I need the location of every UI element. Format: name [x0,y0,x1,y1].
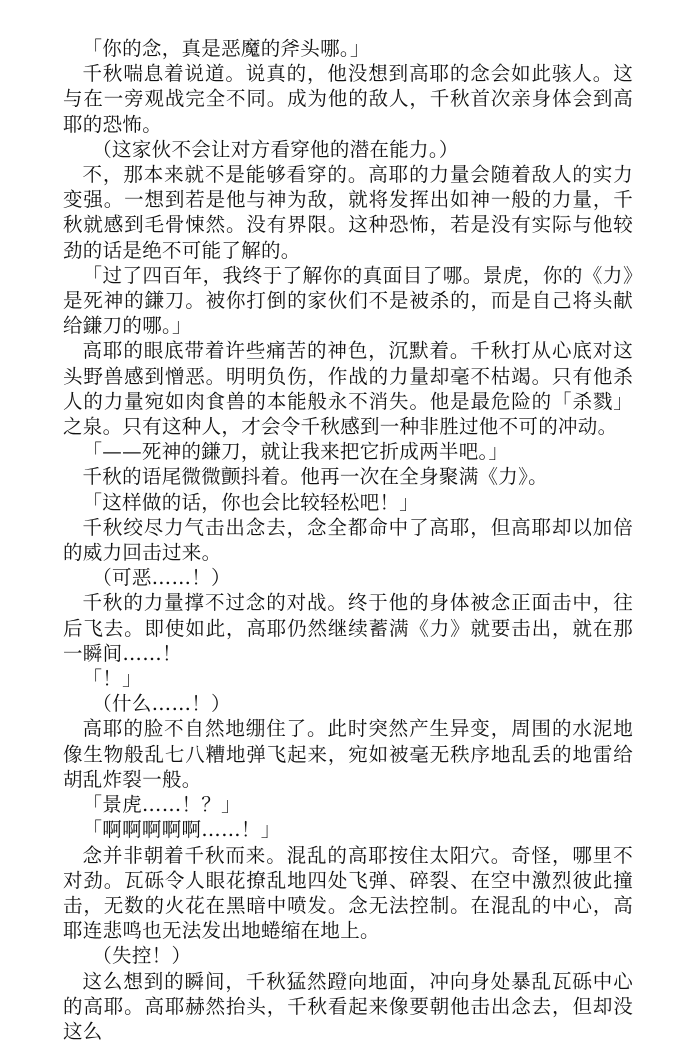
paragraph-narration: 千秋的语尾微微颤抖着。他再一次在全身聚满《力》。 [82,465,548,489]
paragraph-narration: 千秋喘息着说道。说真的，他没想到高耶的念会如此骇人。这与在一旁观战完全不同。成为他的敌人，千秋首次亲身体会到高耶的恐怖。 [63,62,633,136]
paragraph-thought: （失控！） [92,944,192,968]
paragraph-thought: （可恶……！） [92,566,231,590]
paragraph-narration: 不，那本来就不是能够看穿的。高耶的力量会随着敌人的实力变强。一想到若是他与神为敌，就将发挥出如神一般的力量，千秋就感到毛骨悚然。没有界限。这种恐怖，若是没有实际与他较劲的话是绝不可能了解的。 [63,163,633,262]
paragraph-dialogue: 「景虎……！？」 [82,793,241,817]
paragraph-narration: 千秋绞尽力气击出念去，念全都命中了高耶，但高耶却以加倍的威力回击过来。 [63,515,633,565]
paragraph-narration: 高耶的眼底带着许些痛苦的神色，沉默着。千秋打从心底对这头野兽感到憎恶。明明负伤，作战的力量却毫不枯竭。只有他杀人的力量宛如肉食兽的本能般永不消失。他是最危险的「杀戮」之泉。只有这种人，才会令千秋感到一种非胜过他不可的冲动。 [63,339,633,439]
paragraph-dialogue: 「这样做的话，你也会比较轻松吧！」 [82,490,420,514]
paragraph-dialogue: 「你的念，真是恶魔的斧头哪。」 [82,37,370,60]
paragraph-thought: （这家伙不会让对方看穿他的潜在能力。） [92,137,459,161]
paragraph-thought: （什么……！） [92,692,231,716]
text-column [63,36,633,1044]
paragraph-dialogue: 「——死神的鎌刀，就让我来把它折成两半吧。」 [82,440,509,464]
paragraph-narration: 高耶的脸不自然地绷住了。此时突然产生异变，周围的水泥地像生物般乱七八糟地弹飞起来，宛如被毫无秩序地乱丢的地雷给胡乱炸裂一般。 [63,717,633,791]
paragraph-dialogue: 「！」 [82,667,142,691]
paragraph-narration: 千秋的力量撑不过念的对战。终于他的身体被念正面击中，往后飞去。即使如此，高耶仍然继续蓄满《力》就要击出，就在那一瞬间……！ [63,591,633,665]
paragraph-narration: 这么想到的瞬间，千秋猛然蹬向地面，冲向身处暴乱瓦砾中心的高耶。高耶赫然抬头，千秋看起来像要朝他击出念去，但却没这么 [63,969,633,1043]
paragraph-dialogue: 「过了四百年，我终于了解你的真面目了哪。景虎，你的《力》是死神的鎌刀。被你打倒的家伙们不是被杀的，而是自己将头献给鎌刀的哪。」 [63,263,633,338]
paragraph-dialogue: 「啊啊啊啊啊……！」 [82,818,281,842]
paragraph-narration: 念并非朝着千秋而来。混乱的高耶按住太阳穴。奇怪，哪里不对劲。瓦砾令人眼花撩乱地四处飞弹、碎裂、在空中激烈彼此撞击，无数的火花在黑暗中喷发。念无法控制。在混乱的中心，高耶连悲鸣也无法发出地蜷缩在地上。 [63,843,633,943]
